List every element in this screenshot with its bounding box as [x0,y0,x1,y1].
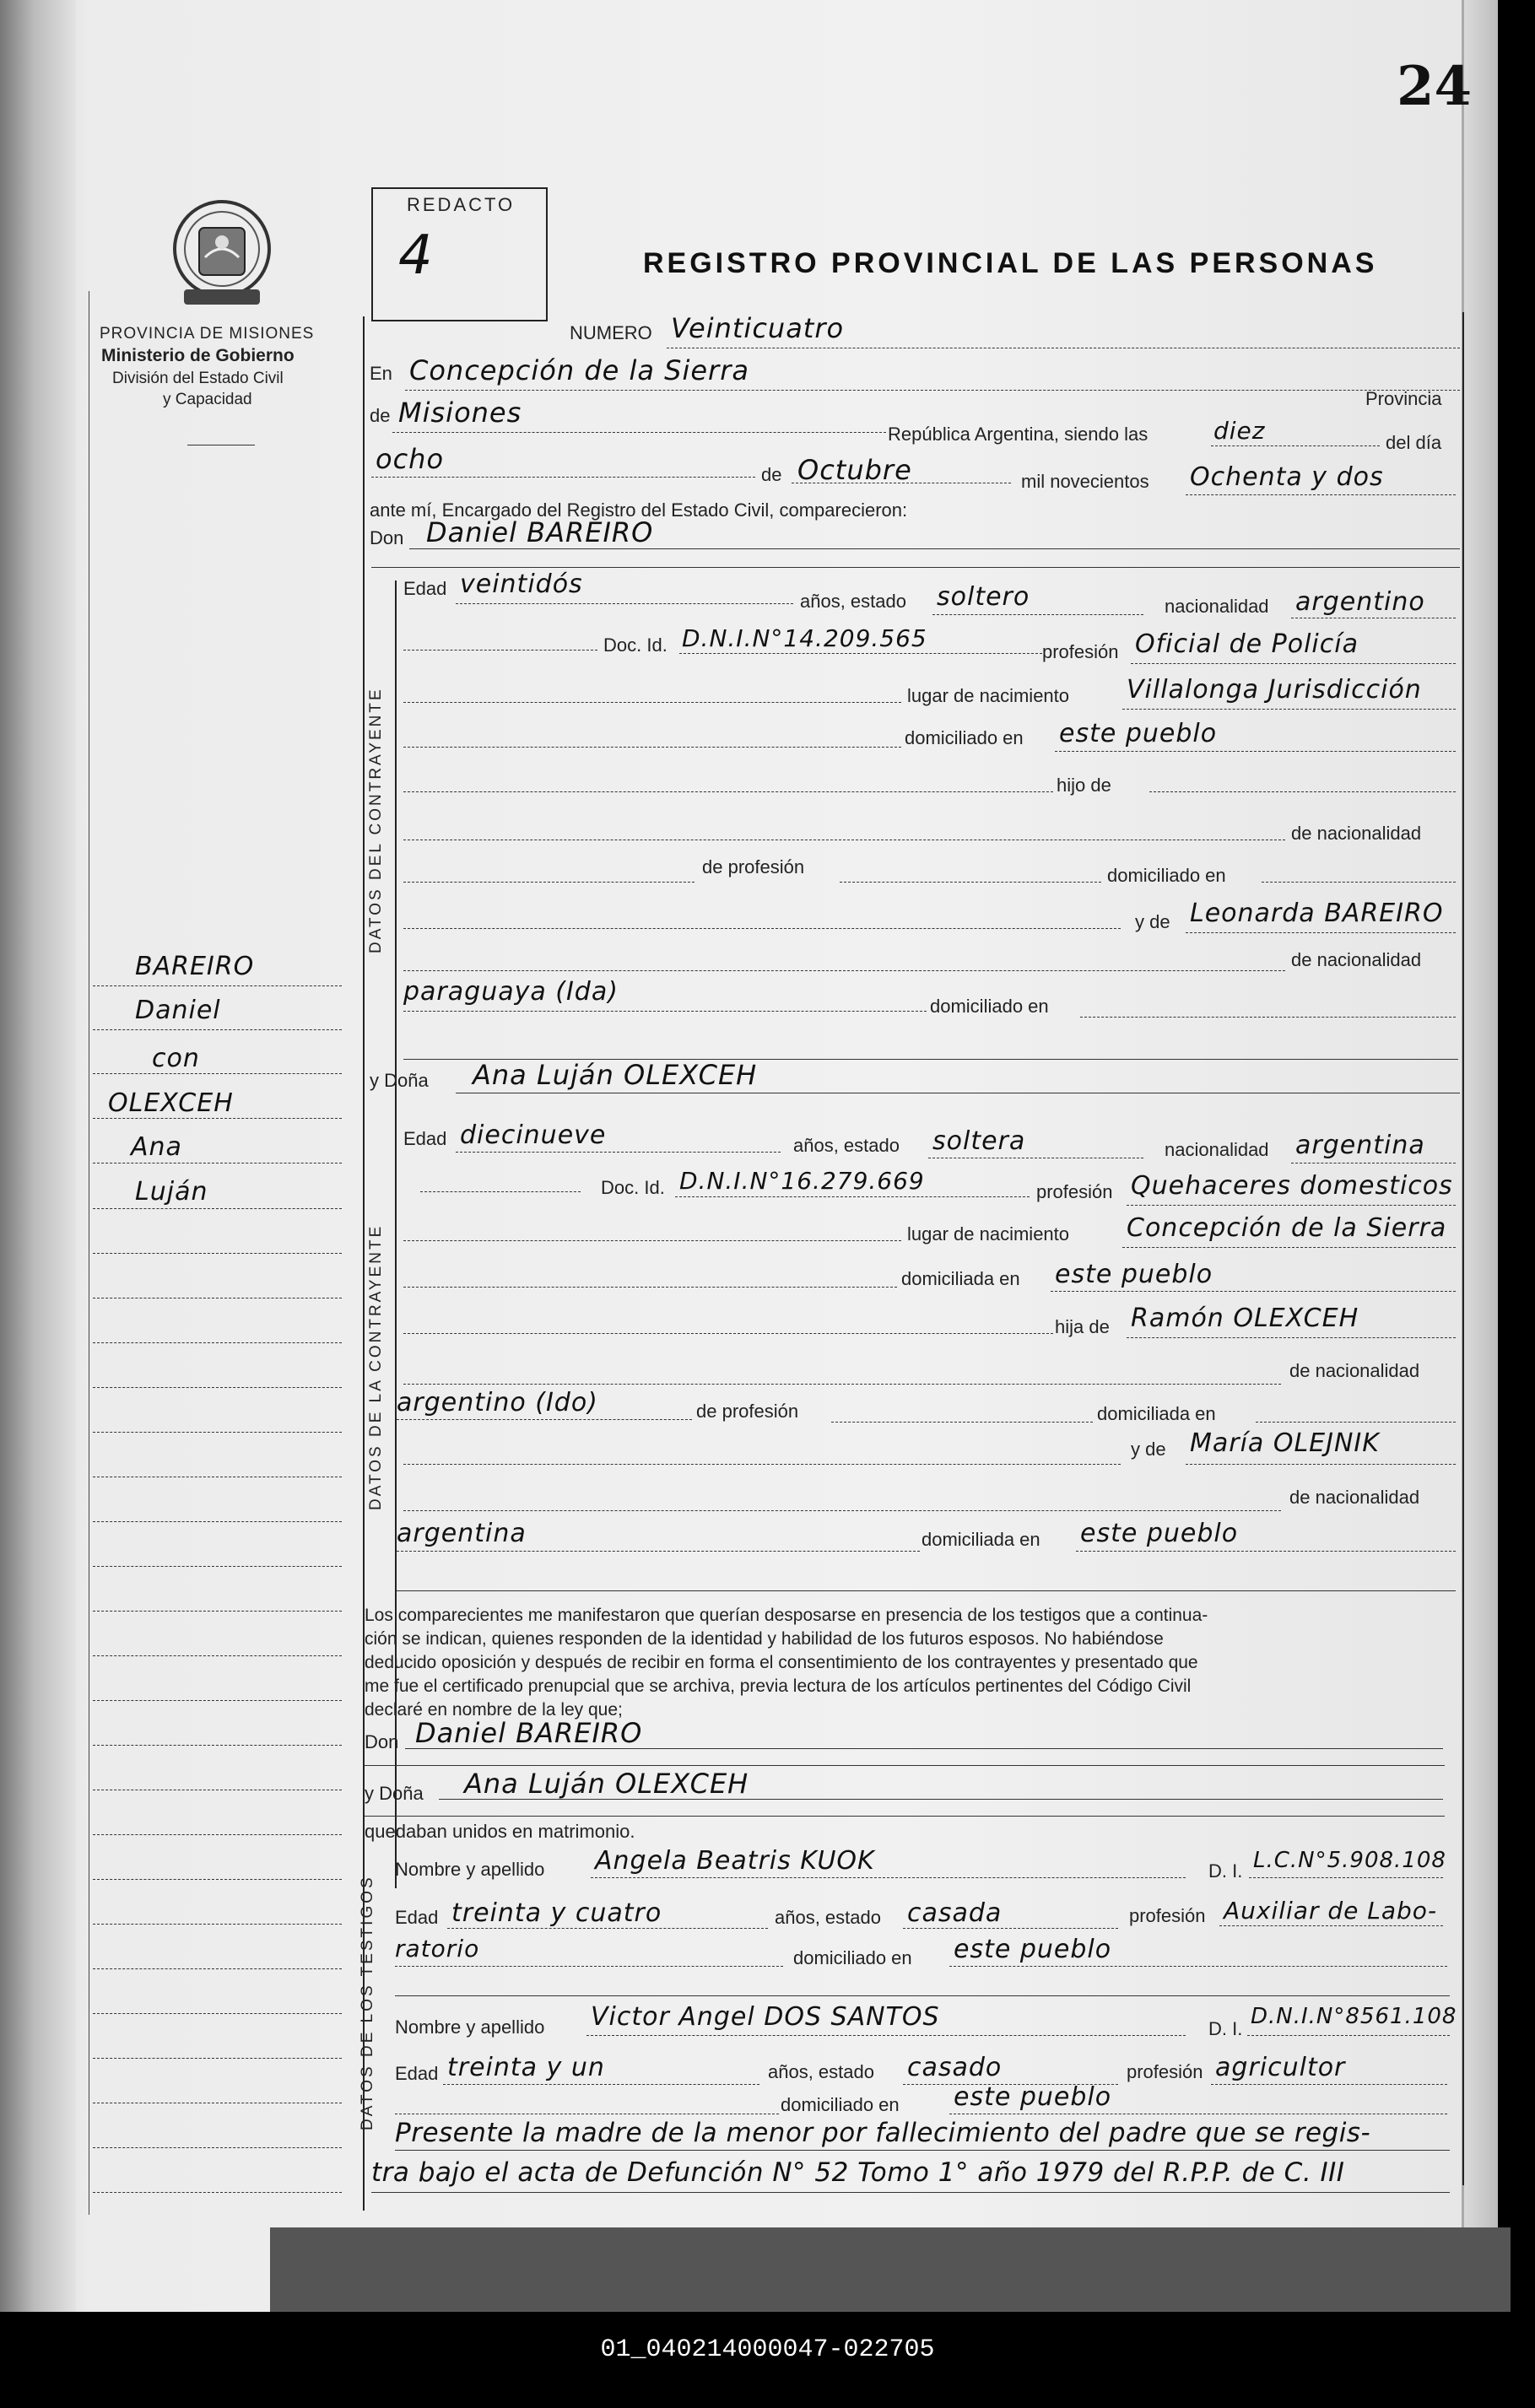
rule [1291,1163,1456,1164]
margin-rule [93,1745,342,1746]
t2-dom-label: domiciliado en [781,2094,900,2115]
dom3-label: domiciliada en [922,1529,1040,1550]
margin-rule [93,1611,342,1612]
mes-value: Octubre [797,454,912,486]
contrayente-edad: veintidós [460,570,583,599]
doc-label: Doc. Id. [603,634,668,656]
rule [395,1966,783,1967]
t1-profesion: Auxiliar de Labo- [1224,1897,1438,1925]
t1-prof-label: profesión [1129,1905,1206,1926]
rule [1249,1877,1443,1878]
de-prof-label: de profesión [696,1401,799,1422]
dom-label: domiciliado en [905,727,1024,748]
page-edge [1462,0,1498,2312]
rule [397,1419,692,1420]
t1-nombre: Angela Beatris KUOK [595,1846,875,1876]
rule [365,1765,1445,1766]
margin-rule [93,2147,342,2148]
contrayenta-madre-nac: argentina [397,1519,527,1548]
redacto-box [371,187,548,321]
rule [949,1966,1447,1967]
provincia-label: Provincia [1365,388,1442,409]
office-province: PROVINCIA DE MISIONES [100,325,315,343]
declaracion-line: Los comparecientes me manifestaron que querían desposarse en presencia de los testigos que a continua- [365,1606,1208,1625]
redacto-label: REDACTO [407,194,516,215]
de-nac-label: de nacionalidad [1291,823,1422,844]
rule [403,702,901,703]
t2-nombre: Victor Angel DOS SANTOS [591,2002,940,2032]
nac-label: nacionalidad [1165,596,1269,617]
rule [420,1191,581,1192]
rule [1051,1291,1456,1292]
rule [1122,1247,1456,1248]
lugar-value: Concepción de la Sierra [409,354,749,386]
margin-con: con [152,1044,200,1073]
dom-label: domiciliada en [901,1268,1020,1289]
decl-don-label: Don [365,1731,399,1752]
rule [403,747,901,748]
dona-label: y Doña [370,1070,429,1091]
rule [405,1748,1443,1749]
testigos-side-label: DATOS DE LOS TESTIGOS [359,1875,376,2130]
edad-label: Edad [403,578,447,599]
contrayenta-side-label: DATOS DE LA CONTRAYENTE [367,1223,385,1510]
rule [403,882,695,883]
contrayente-madre: Leonarda BAREIRO [1190,899,1444,928]
rule [395,1995,1450,1996]
t1-edad: treinta y cuatro [451,1898,662,1928]
book-spine [0,0,76,2312]
rule [1186,1464,1456,1465]
contrayenta-padre: Ramón OLEXCEH [1131,1304,1359,1333]
rule [1127,1205,1456,1206]
margin-rule [93,1208,342,1209]
contrayenta-madre-dom: este pueblo [1080,1519,1239,1548]
rule [1055,751,1456,752]
rule [1247,2035,1450,2036]
t2-domicilio: este pueblo [954,2082,1112,2112]
de-label: de [370,405,391,426]
t2-d-label: D. I. [1208,2018,1243,2039]
rule [1186,932,1456,933]
nota-line-2: tra bajo el acta de Defunción N° 52 Tomo 1° año 1979 del R.P.P. de C. III [371,2157,1345,2188]
de-nac-label: de nacionalidad [1289,1360,1420,1381]
rule [447,1928,768,1929]
margin-bride-name2: Luján [135,1177,208,1207]
rule [1186,494,1456,495]
contrayenta-estado: soltera [932,1126,1026,1156]
rule [405,390,1460,391]
republica-label: República Argentina, siendo las [888,424,1149,445]
contrayente-profesion: Oficial de Policía [1135,629,1359,659]
rule [903,1928,1118,1929]
decl-dona: Ana Luján OLEXCEH [464,1768,749,1800]
contrayente-estado: soltero [937,582,1030,612]
margin-rule [93,2058,342,2059]
contrayente-lugar-nac: Villalonga Jurisdicción [1127,675,1422,705]
de-nac2-label: de nacionalidad [1289,1487,1420,1508]
margin-rule [93,1163,342,1164]
rule [1076,1551,1456,1552]
edad-label: Edad [403,1128,447,1149]
rule [443,2084,759,2085]
t2-nombre-label: Nombre y apellido [395,2017,545,2038]
contrayente-doc: D.N.I.N°14.209.565 [682,624,927,652]
declaracion-line: me fue el certificado prenupcial que se archiva, previa lectura de los artículos pertinentes del Código Civil [365,1676,1192,1696]
margin-rule [93,1700,342,1701]
rule [456,1152,781,1153]
rule [371,567,1460,568]
margin-rule [93,1834,342,1835]
margin-rule [93,2192,342,2193]
don-label: Don [370,527,404,548]
del-dia-label: del día [1386,432,1442,453]
rule [1211,2084,1447,2085]
hijo-label: hijo de [1057,775,1111,796]
rule [395,2150,1450,2151]
dia-value: ocho [376,443,445,475]
dom3-label: domiciliado en [930,996,1049,1017]
rule [403,928,1121,929]
rule [403,1384,1281,1385]
rule [591,1877,1186,1878]
dom2-label: domiciliada en [1097,1403,1216,1424]
redacto-value: 4 [398,224,434,287]
anio-value: Ochenta y dos [1190,462,1384,492]
provincia-value: Misiones [398,397,522,429]
rule [403,1287,897,1288]
y-de-label: y de [1131,1439,1166,1460]
document-title: REGISTRO PROVINCIAL DE LAS PERSONAS [643,247,1378,279]
book-bottom-edge [270,2227,1511,2312]
contrayenta-nacionalidad: argentina [1295,1131,1425,1160]
margin-name: Daniel [135,996,221,1025]
rule [831,1422,1093,1423]
dom2-label: domiciliado en [1107,865,1226,886]
rule [439,1799,1443,1800]
y-de-label: y de [1135,911,1170,932]
office-division: División del Estado Civil [112,370,284,387]
margin-rule [93,1253,342,1254]
lugar-label: lugar de nacimiento [907,685,1070,706]
t1-edad-label: Edad [395,1907,439,1928]
rule [1131,663,1456,664]
rule [403,650,597,651]
margin-rule [93,1387,342,1388]
contrayenta-doc: D.N.I.N°16.279.669 [679,1167,925,1195]
margin-rule [93,1073,342,1074]
rule [403,1240,901,1241]
numero-label: NUMERO [570,322,652,343]
declaracion-line: declaré en nombre de la ley que; [365,1700,623,1720]
contrayenta-edad: diecinueve [460,1120,607,1150]
rule [1127,1337,1456,1338]
t2-edad-label: Edad [395,2063,439,2084]
rule [1149,791,1456,792]
contrayente-madre-nac: paraguaya (Ida) [403,977,619,1007]
rule [403,791,1053,792]
rule [675,1196,1030,1197]
contrayente-nombre: Daniel BAREIRO [426,516,654,548]
de-prof-label: de profesión [702,856,805,877]
page-number: 24 [1397,55,1473,118]
t1-profesion-cont: ratorio [395,1935,480,1963]
margin-rule [93,1342,342,1343]
rule [365,1816,1445,1817]
anios-label: años, estado [793,1135,900,1156]
margin-rule [93,1655,342,1656]
rule [586,2035,1186,2036]
decl-don: Daniel BAREIRO [415,1717,643,1749]
margin-rule [93,1879,342,1880]
rule [403,1333,1053,1334]
rule [1122,709,1456,710]
t1-estado: casada [907,1898,1003,1928]
margin-bride-name1: Ana [131,1132,182,1162]
seal-emblem [167,190,277,316]
t2-doc: D.N.I.N°8561.108 [1251,2004,1457,2029]
contrayenta-lugar-nac: Concepción de la Sierra [1127,1213,1447,1243]
prof-label: profesión [1036,1181,1113,1202]
rule [403,1510,1281,1511]
margin-rule [93,1924,342,1925]
rule [840,882,1101,883]
t2-prof-label: profesión [1127,2061,1203,2082]
contrayente-domicilio: este pueblo [1059,719,1218,748]
rule [1219,1925,1443,1926]
declaracion-line: deducido oposición y después de recibir en forma el consentimiento de los contrayentes y presentado que [365,1653,1198,1672]
contrayenta-domicilio: este pueblo [1055,1260,1213,1289]
t2-anios-label: años, estado [768,2061,874,2082]
t2-estado: casado [907,2053,1003,2082]
rule [371,2192,1450,2193]
margin-rule [93,2013,342,2014]
office-capacity: y Capacidad [163,391,252,408]
lugar-label: lugar de nacimiento [907,1223,1070,1244]
de-label-2: de [761,464,782,485]
margin-rule [93,1432,342,1433]
ante-label: ante mí, Encargado del Registro del Estado Civil, comparecieron: [370,499,908,521]
decl-dona-label: y Doña [365,1783,424,1804]
rule [403,1011,927,1012]
rule [679,653,1042,654]
prof-label: profesión [1042,641,1119,662]
t2-edad: treinta y un [447,2053,605,2082]
numero-value: Veinticuatro [671,312,845,344]
t1-doc: L.C.N°5.908.108 [1253,1848,1446,1873]
en-label: En [370,363,392,384]
contrayente-side-label: DATOS DEL CONTRAYENTE [367,687,385,953]
t2-profesion: agricultor [1215,2053,1346,2082]
rule [456,603,793,604]
rule [403,970,1285,971]
rule [397,1590,1456,1591]
hora-value: diez [1213,417,1266,445]
declaracion-line: ción se indican, quienes responden de la identidad y habilidad de los futuros esposos. No habiéndose [365,1629,1164,1649]
rule [371,477,755,478]
margin-rule [93,1566,342,1567]
rule [932,614,1143,615]
margin-rule [93,1029,342,1030]
contrayenta-profesion: Quehaceres domesticos [1131,1171,1453,1201]
rule [1211,445,1380,446]
doc-label: Doc. Id. [601,1177,665,1198]
nac-label: nacionalidad [1165,1139,1269,1160]
contrayente-nacionalidad: argentino [1295,587,1425,617]
de-nac2-label: de nacionalidad [1291,949,1422,970]
t1-d-label: D. I. [1208,1860,1243,1882]
scan-id-footer: 01_040214000047-022705 [0,2312,1535,2408]
office-ministry: Ministerio de Gobierno [101,346,295,365]
t1-domicilio: este pueblo [954,1935,1112,1964]
margin-rule [93,985,342,986]
form-right-border [1462,312,1464,2185]
margin-surname: BAREIRO [135,952,255,981]
contrayenta-madre: María OLEJNIK [1190,1428,1380,1458]
margin-bride-surname: OLEXCEH [108,1088,234,1118]
margin-rule [93,1118,342,1119]
rule [397,1551,920,1552]
rule [392,432,886,433]
rule [1262,882,1456,883]
t1-nombre-label: Nombre y apellido [395,1859,545,1880]
t1-dom-label: domiciliado en [793,1947,912,1968]
contrayenta-padre-nac: argentino (Ido) [397,1388,598,1417]
rule [1256,1422,1456,1423]
quedaban-text: quedaban unidos en matrimonio. [365,1821,635,1842]
nota-line-1: Presente la madre de la menor por fallecimiento del padre que se regis- [395,2118,1371,2148]
mil-label: mil novecientos [1021,471,1149,492]
rule [1080,1017,1456,1018]
rule [409,548,1460,549]
hija-label: hija de [1055,1316,1110,1337]
rule [403,1464,1121,1465]
contrayenta-nombre: Ana Luján OLEXCEH [473,1059,758,1091]
anios-label: años, estado [800,591,906,612]
margin-rule [93,1968,342,1969]
margin-rule [93,1521,342,1522]
t1-anios-label: años, estado [775,1907,881,1928]
